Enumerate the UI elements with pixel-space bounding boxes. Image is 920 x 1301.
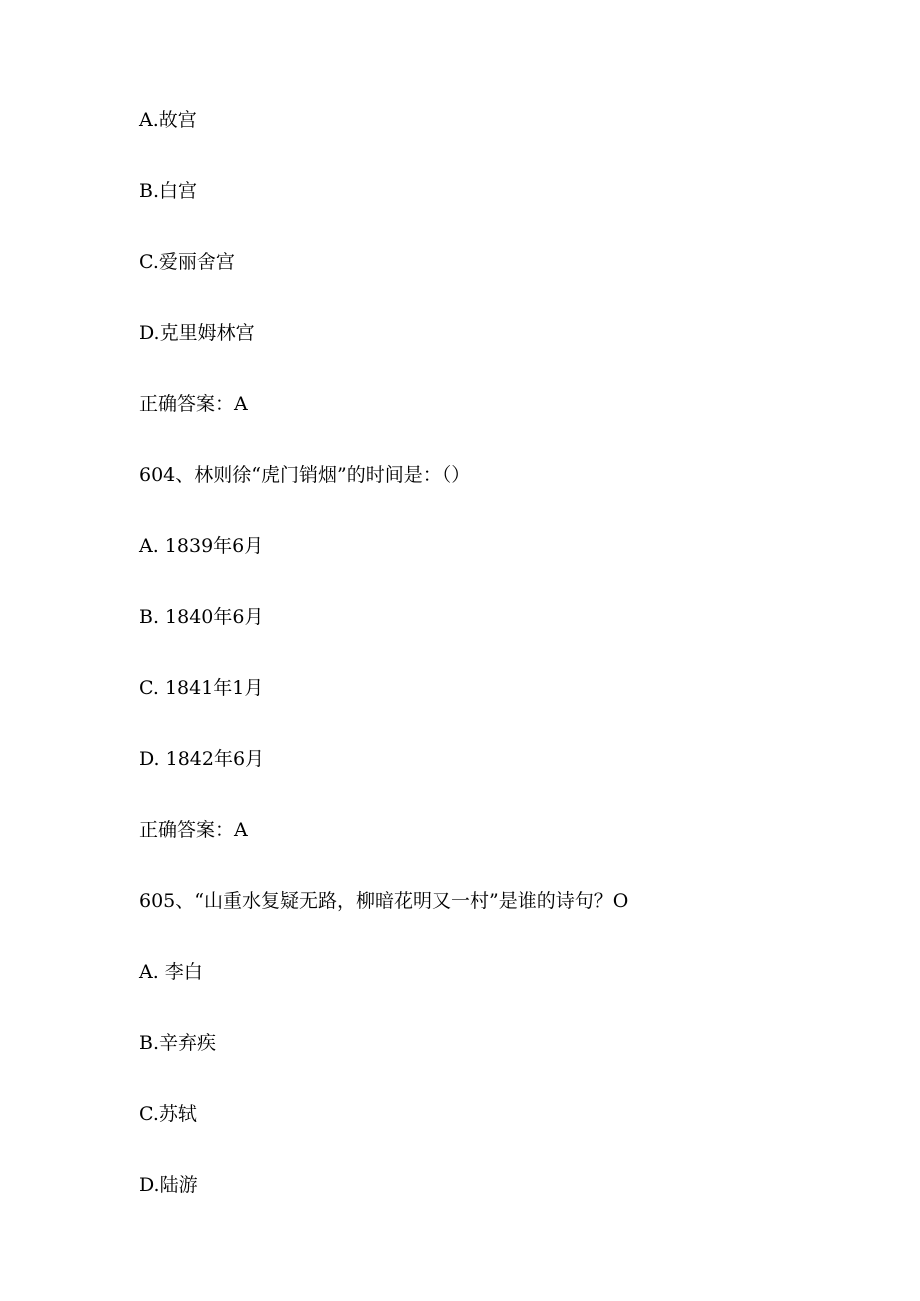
q604-option-c: C. 1841年1月: [139, 677, 264, 699]
q603-option-d: D.克里姆林宫: [139, 322, 255, 344]
q603-answer: 正确答案：A: [139, 393, 248, 415]
q604-answer: 正确答案：A: [139, 819, 248, 841]
q605-option-a: A. 李白: [139, 961, 203, 983]
q605-option-b: B.辛弃疾: [139, 1032, 217, 1054]
q604-question: 604、林则徐“虎门销烟”的时间是：（）: [139, 464, 471, 486]
q604-option-b: B. 1840年6月: [139, 606, 264, 628]
q604-option-a: A. 1839年6月: [139, 535, 264, 557]
q603-option-c: C.爱丽舍宫: [139, 251, 235, 273]
q603-option-a: A.故宫: [139, 109, 197, 131]
q603-option-b: B.白宫: [139, 180, 198, 202]
q605-option-d: D.陆游: [139, 1174, 198, 1196]
q604-option-d: D. 1842年6月: [139, 748, 265, 770]
q605-question: 605、“山重水复疑无路，柳暗花明又一村”是谁的诗句？O: [139, 890, 629, 912]
q605-option-c: C.苏轼: [139, 1103, 197, 1125]
